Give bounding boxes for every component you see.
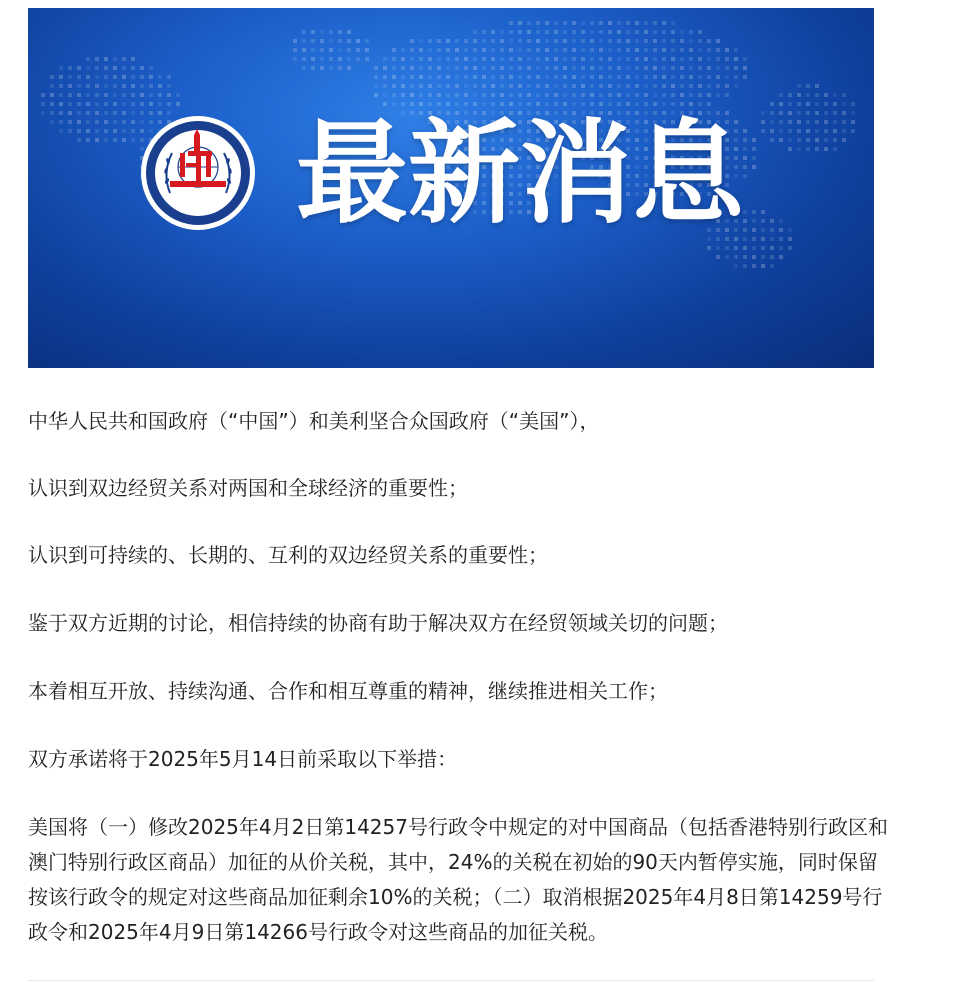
article-paragraph-1: 中华人民共和国政府（“中国”）和美利坚合众国政府（“美国”）， <box>28 409 600 433</box>
news-banner <box>28 8 874 368</box>
banner-title: 最新消息 <box>296 109 744 239</box>
article-paragraph-2: 认识到双边经贸关系对两国和全球经济的重要性； <box>28 476 468 500</box>
article-paragraph-5: 本着相互开放、持续沟通、合作和相互尊重的精神，继续推进相关工作； <box>28 679 668 703</box>
article-paragraph-6: 双方承诺将于2025年5月14日前采取以下举措： <box>28 747 458 771</box>
article-paragraph-4: 鉴于双方近期的讨论，相信持续的协商有助于解决双方在经贸领域关切的问题； <box>28 611 728 635</box>
emblem-text: XINHUA <box>169 193 227 217</box>
article-paragraph-7: 美国将（一）修改2025年4月2日第14257号行政令中规定的对中国商品（包括香港特别行政区和澳门特别行政区商品）加征的从价关税，其中，24%的关税在初始的90天内暂停实施，同时保留按该行政令的规定对这些商品加征剩余10%的关税；（二）取消根据2025年4月8日第14259号行政令和2025年4月9日第14266号行政令对这些商品的加征关税。 <box>28 815 888 944</box>
xinhua-emblem-icon <box>140 115 256 231</box>
divider <box>28 980 874 981</box>
article-paragraph-3: 认识到可持续的、长期的、互利的双边经贸关系的重要性； <box>28 543 548 567</box>
